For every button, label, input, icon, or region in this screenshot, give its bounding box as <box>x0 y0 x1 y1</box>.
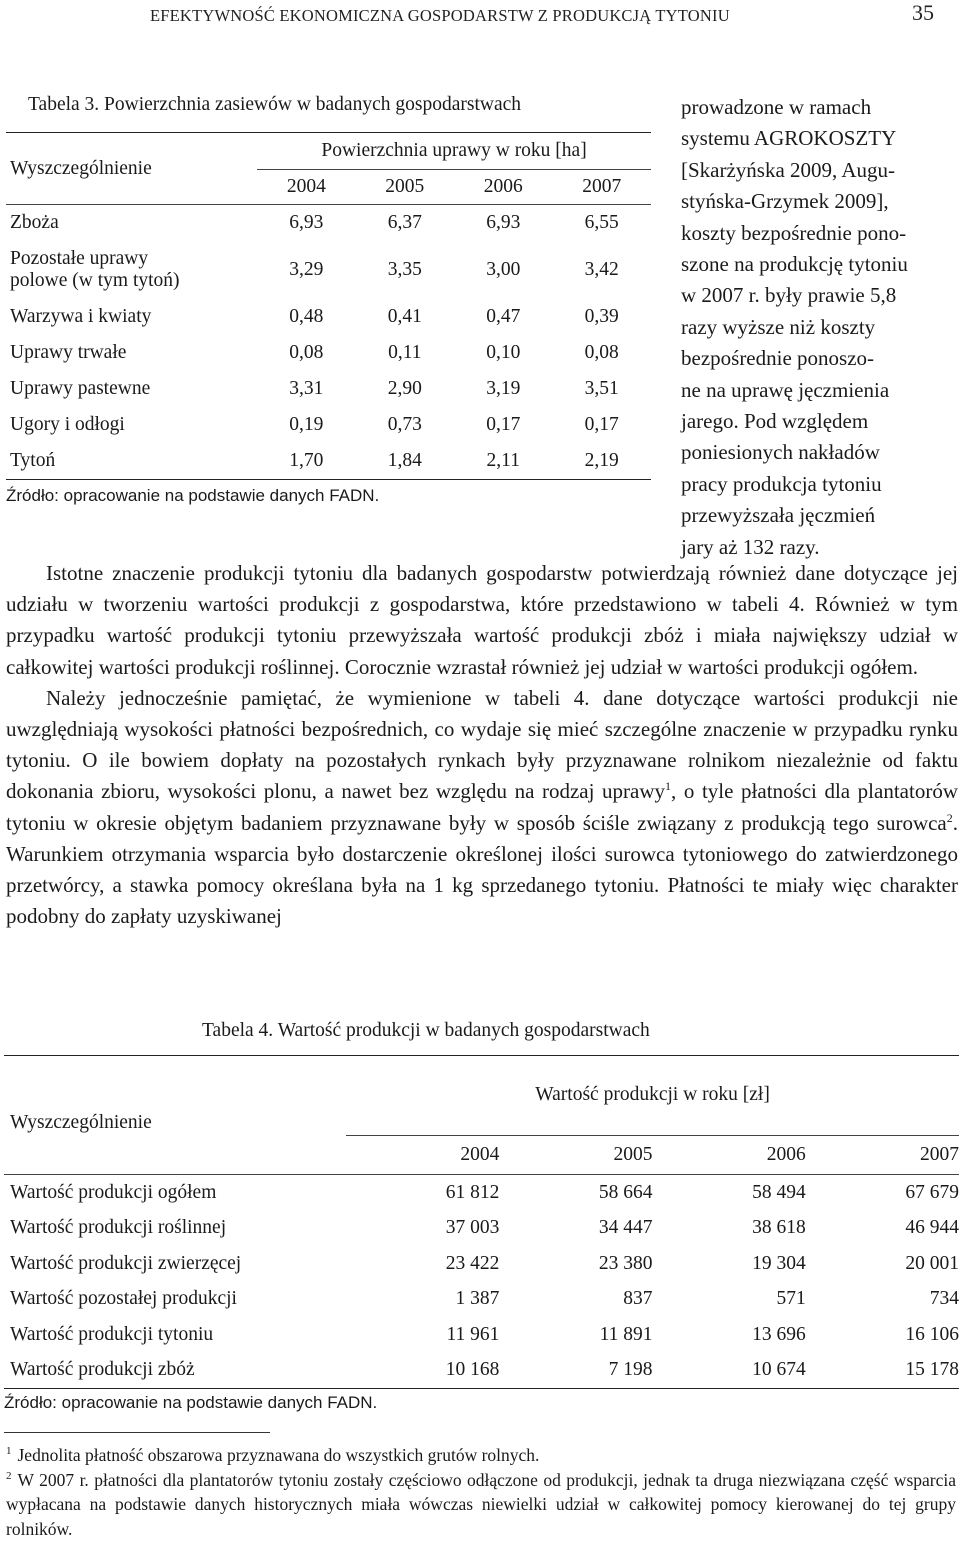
cell: 0,47 <box>486 306 521 327</box>
cell-value: 10 674 <box>752 1359 806 1381</box>
text-line: szone na produkcję tytoniu <box>681 252 908 277</box>
row-label: Wartość produkcji zbóż <box>10 1359 195 1381</box>
cell: 3,35 <box>387 259 422 280</box>
cell <box>806 1175 959 1211</box>
paragraph-1: Istotne znaczenie produkcji tytoniu dla badanych gospodarstw potwierdzają również dane dotyczące jej udziału w tworzeniu wartości produkcji z gospodarstwa, które przedstawiono w tabeli 4. Również w tym przypadku wartość produkcji tytoniu przewyższała wartość produkcji zbóż i miała największy udział w całkowitej wartości produkcji roślinnej. Corocznie wzrastał również jej udział w wartości produkcji ogółem. <box>6 561 958 679</box>
cell-value: 571 <box>776 1288 806 1310</box>
cell: 0,08 <box>584 342 619 363</box>
cell-value: 58 664 <box>598 1181 653 1203</box>
table4-col-header: Wyszczególnienie <box>10 1112 152 1133</box>
table4-year <box>499 1135 652 1174</box>
cell-value: 23 422 <box>445 1252 500 1274</box>
cell <box>653 1282 806 1318</box>
table4 <box>4 1055 959 1413</box>
cell <box>499 1317 652 1353</box>
table3-header-row <box>6 133 651 170</box>
cell <box>653 1175 806 1211</box>
year-label: 2004 <box>460 1143 500 1165</box>
text-line: bezpośrednie ponoszo- <box>681 346 875 371</box>
text-line: w 2007 r. były prawie 5,8 <box>681 283 897 308</box>
cell <box>806 1246 959 1282</box>
cell <box>806 1282 959 1318</box>
footnote-separator <box>4 1432 270 1433</box>
table-row <box>4 1211 959 1247</box>
table-row <box>6 443 651 480</box>
cell <box>346 1317 499 1353</box>
body-text <box>6 558 958 932</box>
cell: 3,19 <box>486 378 521 399</box>
table-row <box>4 1175 959 1211</box>
cell: 0,08 <box>289 342 324 363</box>
cell <box>499 1246 652 1282</box>
text-line: pracy produkcja tytoniu <box>681 471 882 496</box>
row-label: Wartość produkcji ogółem <box>10 1181 217 1203</box>
cell-value: 15 178 <box>905 1359 959 1381</box>
footnote-text: Jednolita płatność obszarowa przyznawana do wszystkich grutów rolnych. <box>17 1445 540 1465</box>
footnotes <box>6 1443 956 1541</box>
cell <box>653 1246 806 1282</box>
year-label: 2007 <box>920 1143 959 1165</box>
year-label: 2005 <box>613 1143 653 1165</box>
table4-year <box>346 1135 499 1174</box>
footnote-2 <box>6 1468 956 1542</box>
cell <box>806 1317 959 1353</box>
cell-value: 837 <box>623 1288 653 1310</box>
table-row <box>6 335 651 371</box>
row-label: Wartość produkcji roślinnej <box>10 1217 227 1239</box>
table3-year: 2006 <box>454 170 552 205</box>
row-label-line1: Pozostałe uprawy <box>10 248 149 269</box>
row-label: Uprawy trwałe <box>10 342 127 363</box>
cell: 0,11 <box>388 342 422 363</box>
row-label <box>6 241 257 299</box>
cell: 0,17 <box>584 414 619 435</box>
side-paragraph <box>681 92 957 563</box>
cell-value: 61 812 <box>445 1181 500 1203</box>
text-line: przewyższała jęczmień <box>681 503 876 528</box>
text-line: ne na uprawę jęczmienia <box>681 377 890 402</box>
cell-value: 10 168 <box>445 1359 500 1381</box>
paragraph-2-part-b: , o tyle płatności dla plantatorów tytoniu w okresie objętym badaniem przyznawane były w sposób ściśle związany z produkcją tego surowca <box>6 779 958 835</box>
cell-value: 58 494 <box>752 1181 806 1203</box>
cell: 3,00 <box>486 259 521 280</box>
cell <box>346 1282 499 1318</box>
footnote-mark: 1 <box>6 1445 12 1458</box>
text-line: styńska-Grzymek 2009], <box>681 189 889 214</box>
cell: 0,19 <box>289 414 324 435</box>
table4-header-row <box>4 1056 959 1136</box>
cell: 3,29 <box>289 259 324 280</box>
text-line: [Skarżyńska 2009, Augu- <box>681 157 896 182</box>
cell: 2,90 <box>387 378 422 399</box>
cell-value: 734 <box>929 1288 959 1310</box>
table3-year: 2007 <box>552 170 651 205</box>
table-row <box>4 1317 959 1353</box>
footnote-ref-2: 2 <box>946 810 953 825</box>
table-row <box>6 299 651 335</box>
year-label: 2006 <box>766 1143 806 1165</box>
cell-value: 23 380 <box>598 1252 653 1274</box>
cell-value: 37 003 <box>445 1217 500 1239</box>
table-row <box>6 371 651 407</box>
row-label: Warzywa i kwiaty <box>10 306 152 327</box>
cell-value: 46 944 <box>905 1217 959 1239</box>
cell: 0,39 <box>584 306 619 327</box>
cell: 0,10 <box>486 342 521 363</box>
cell: 3,42 <box>584 259 619 280</box>
cell <box>346 1211 499 1247</box>
cell: 0,41 <box>387 306 422 327</box>
cell: 0,73 <box>387 414 422 435</box>
cell: 6,93 <box>289 212 324 233</box>
table3-col-header: Wyszczególnienie <box>10 157 152 179</box>
cell-value: 34 447 <box>598 1217 653 1239</box>
table4-caption: Tabela 4. Wartość produkcji w badanych gospodarstwach <box>202 1020 650 1041</box>
table3-year: 2004 <box>257 170 355 205</box>
cell <box>806 1211 959 1247</box>
cell: 2,19 <box>584 450 619 471</box>
cell-value: 13 696 <box>752 1323 806 1345</box>
text-line: jary aż 132 razy. <box>681 534 820 559</box>
page-number: 35 <box>912 0 934 25</box>
text-line: systemu AGROKOSZTY <box>681 126 897 151</box>
cell <box>499 1211 652 1247</box>
row-label: Wartość produkcji zwierzęcej <box>10 1252 242 1274</box>
text-line: poniesionych nakładów <box>681 440 880 465</box>
table3-caption: Tabela 3. Powierzchnia zasiewów w badanych gospodarstwach <box>28 94 522 115</box>
cell: 3,51 <box>584 378 619 399</box>
cell: 0,48 <box>289 306 324 327</box>
running-header <box>0 0 960 40</box>
cell <box>346 1246 499 1282</box>
cell-value: 1 387 <box>455 1288 500 1310</box>
footnote-text: W 2007 r. płatności dla plantatorów tytoniu zostały częściowo odłączone od produkcji, jednak ta druga niezwiązana część wsparcia wypłacana na podstawie danych historycznych miała wówczas niewielki udział w całkowitej pomocy kierowanej do tej grupy rolników. <box>6 1469 956 1539</box>
cell-value: 67 679 <box>905 1181 959 1203</box>
table-row <box>6 205 651 242</box>
cell-value: 16 106 <box>905 1323 959 1345</box>
table-row <box>6 241 651 299</box>
running-title: EFEKTYWNOŚĆ EKONOMICZNA GOSPODARSTW Z PRODUKCJĄ TYTONIU <box>150 6 730 25</box>
cell <box>653 1211 806 1247</box>
cell-value: 7 198 <box>608 1359 653 1381</box>
footnote-mark: 2 <box>6 1469 12 1482</box>
cell <box>346 1353 499 1389</box>
table3 <box>6 132 651 506</box>
footnote-1 <box>6 1443 956 1468</box>
cell: 6,37 <box>387 212 422 233</box>
cell-value: 11 891 <box>599 1323 653 1345</box>
cell <box>499 1282 652 1318</box>
paragraph-2-part-a: Należy jednocześnie pamiętać, że wymienione w tabeli 4. dane dotyczące wartości produkcji nie uwzględniają wysokości płatności bezpośrednich, co wydaje się mieć szczególne znaczenie w przypadku rynku tytoniu. O ile bowiem dopłaty na pozostałych rynkach były przyznawane rolnikom niezależnie od faktu dokonania zbioru, wysokości plonu, a nawet bez względu na rodzaj uprawy <box>6 685 958 804</box>
table4-year <box>806 1135 959 1174</box>
cell: 1,84 <box>387 450 422 471</box>
cell <box>499 1175 652 1211</box>
cell <box>806 1353 959 1389</box>
cell <box>653 1353 806 1389</box>
table-row <box>4 1246 959 1282</box>
paragraph-2 <box>6 683 958 933</box>
table4-group-header: Wartość produkcji w roku [zł] <box>535 1084 770 1106</box>
cell <box>346 1175 499 1211</box>
cell-value: 19 304 <box>752 1252 806 1274</box>
cell <box>653 1317 806 1353</box>
text-line: koszty bezpośrednie pono- <box>681 220 907 245</box>
row-label: Ugory i odłogi <box>10 414 125 435</box>
cell: 6,93 <box>486 212 521 233</box>
table-row <box>4 1353 959 1389</box>
table3-source: Źródło: opracowanie na podstawie danych FADN. <box>6 486 380 505</box>
table3-year: 2005 <box>356 170 454 205</box>
table3-group-header: Powierzchnia uprawy w roku [ha] <box>321 140 587 161</box>
cell-value: 11 961 <box>446 1323 500 1345</box>
text-line: prowadzone w ramach <box>681 95 872 119</box>
text-line: jarego. Pod względem <box>681 409 869 434</box>
row-label: Uprawy pastewne <box>10 378 151 399</box>
table4-year <box>653 1135 806 1174</box>
row-label: Zboża <box>10 212 59 233</box>
cell: 0,17 <box>486 414 521 435</box>
row-label-line2: polowe (w tym tytoń) <box>10 270 180 291</box>
row-label: Tytoń <box>10 450 56 471</box>
row-label: Wartość pozostałej produkcji <box>10 1288 237 1310</box>
table-row <box>6 407 651 443</box>
cell: 1,70 <box>289 450 324 471</box>
cell: 2,11 <box>486 450 520 471</box>
footnote-ref-1: 1 <box>665 779 672 794</box>
cell-value: 20 001 <box>905 1252 959 1274</box>
cell-value: 38 618 <box>752 1217 806 1239</box>
table-row <box>4 1282 959 1318</box>
cell <box>499 1353 652 1389</box>
row-label: Wartość produkcji tytoniu <box>10 1323 214 1345</box>
cell: 6,55 <box>584 212 619 233</box>
text-line: razy wyższe niż koszty <box>681 314 876 339</box>
table4-source: Źródło: opracowanie na podstawie danych FADN. <box>4 1393 378 1412</box>
paragraph-2-part-c: . Warunkiem otrzymania wsparcia było dostarczenie określonej ilości surowca tytoniowego do zatwierdzonego przetwórcy, a stawka pomocy określana była na 1 kg sprzedanego tytoniu. Płatności te miały więc charakter podobny do zapłaty uzyskiwanej <box>6 810 958 929</box>
cell: 3,31 <box>289 378 324 399</box>
